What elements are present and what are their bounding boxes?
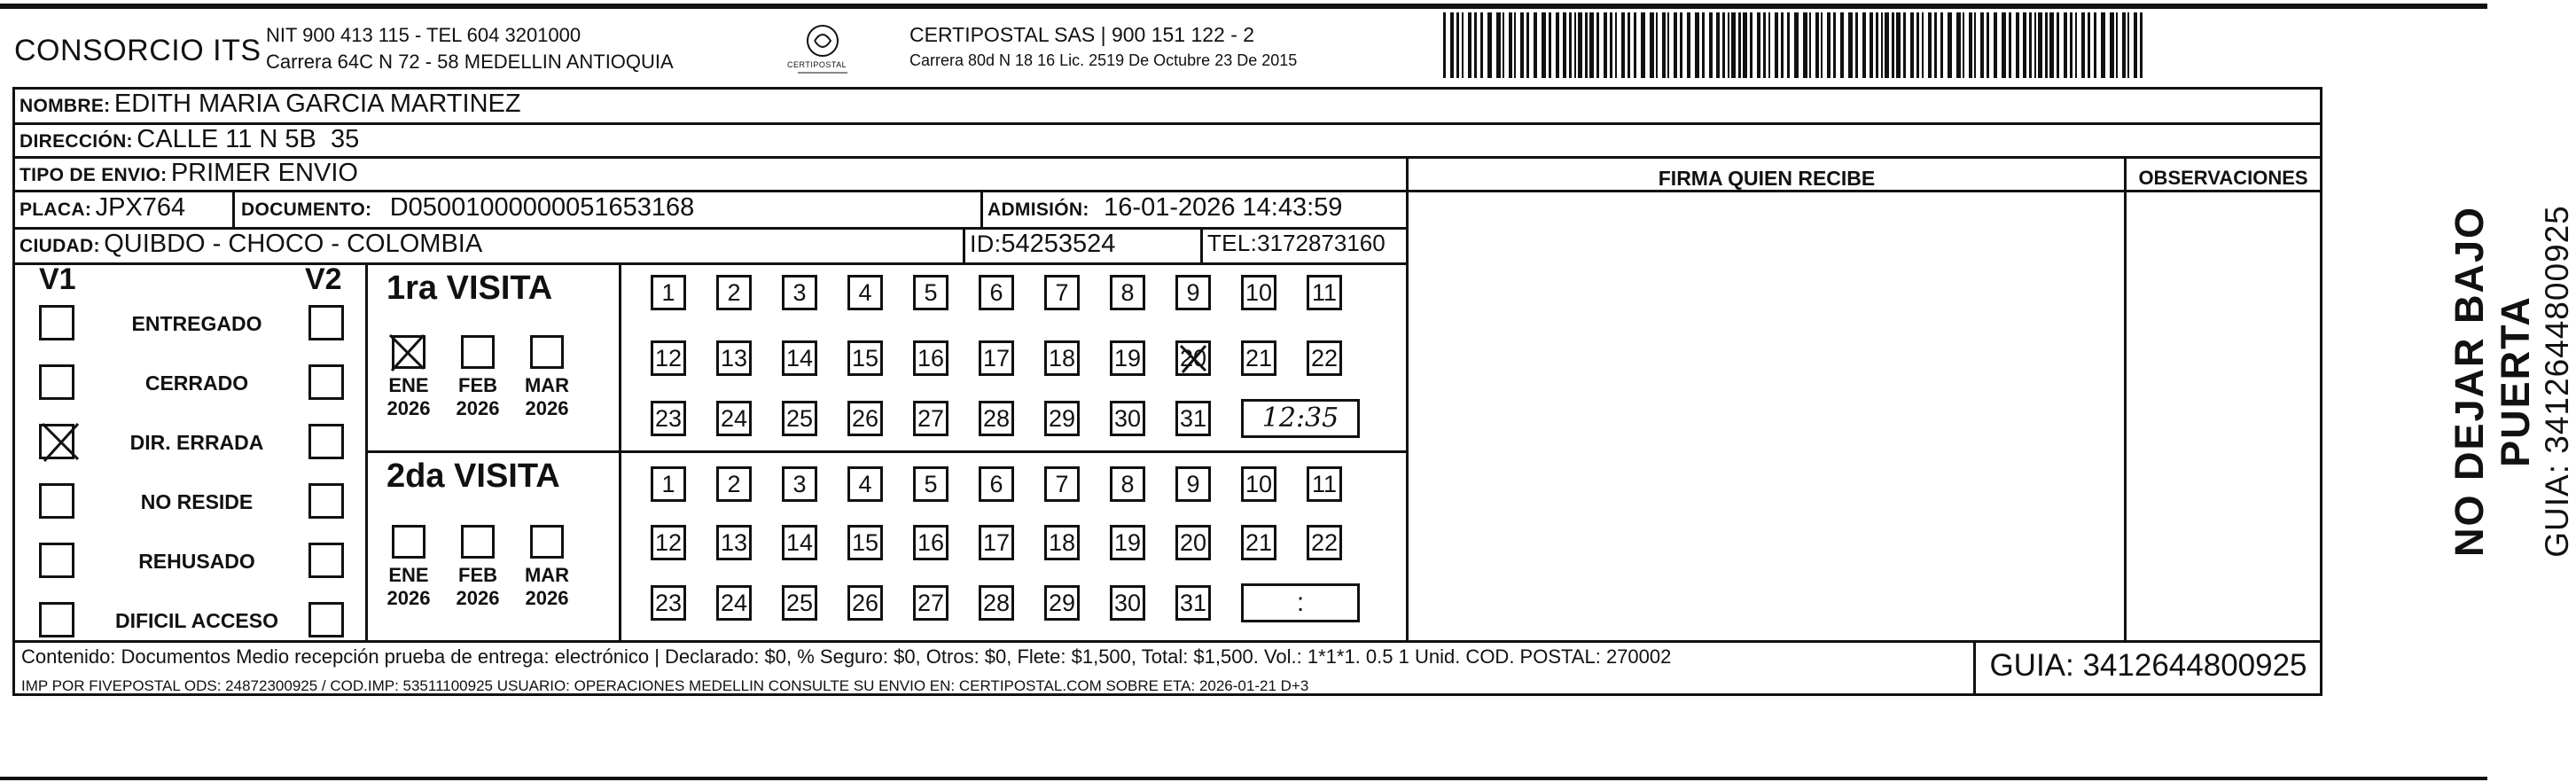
id-label: ID: — [970, 231, 1002, 257]
day-box: 16 — [913, 340, 948, 376]
day-box: 10 — [1241, 275, 1276, 310]
day-box: 20 — [1175, 525, 1211, 560]
day-box: 9 — [1175, 466, 1211, 502]
day-box: 22 — [1307, 340, 1342, 376]
status-label: CERRADO — [144, 371, 249, 395]
day-box: 8 — [1110, 466, 1145, 502]
bottom-border-stroke — [0, 777, 2487, 780]
day-box: 21 — [1241, 340, 1276, 376]
side-vertical-text — [2447, 115, 2575, 647]
day-box: 14 — [782, 340, 817, 376]
barcode — [1443, 12, 2151, 78]
day-box: 23 — [651, 401, 686, 436]
month-year: 2026 — [525, 587, 569, 609]
day-box: 5 — [913, 466, 948, 502]
direccion-label: DIRECCIÓN: — [20, 131, 133, 152]
month-year: 2026 — [386, 587, 431, 609]
day-box: 21 — [1241, 525, 1276, 560]
nombre-value: EDITH MARIA GARCIA MARTINEZ — [113, 90, 521, 118]
divider-firma — [1406, 156, 1409, 640]
second-visit-title: 2da VISITA — [386, 457, 560, 495]
documento-value: D05001000000051653168 — [389, 193, 695, 222]
day-box: 12 — [651, 525, 686, 560]
status-v1-checkbox — [39, 483, 74, 519]
logo-text: CERTIPOSTAL — [787, 60, 847, 69]
placa-label: PLACA: — [20, 199, 92, 220]
day-box: 14 — [782, 525, 817, 560]
placa-field — [20, 193, 185, 223]
month-label: ENE — [388, 374, 429, 396]
day-box: 7 — [1044, 275, 1080, 310]
day-box: 15 — [847, 525, 883, 560]
day-box: 31 — [1175, 585, 1211, 621]
day-box: 25 — [782, 585, 817, 621]
admision-label: ADMISIÓN: — [987, 199, 1089, 220]
day-box: 7 — [1044, 466, 1080, 502]
day-box: 4 — [847, 466, 883, 502]
first-visit-title: 1ra VISITA — [386, 270, 553, 307]
day-box: 13 — [716, 340, 752, 376]
day-box: 6 — [979, 275, 1014, 310]
admision-field — [987, 193, 1342, 223]
day-box: 11 — [1307, 275, 1342, 310]
side-guia: GUIA: 3412644800925 — [2539, 205, 2575, 558]
documento-field — [241, 193, 694, 223]
documento-label: DOCUMENTO: — [241, 199, 372, 220]
day-box: 19 — [1110, 525, 1145, 560]
day-box: 18 — [1044, 340, 1080, 376]
day-box: 4 — [847, 275, 883, 310]
carrier-name: CERTIPOSTAL SAS | 900 151 122 - 2 — [909, 23, 1255, 46]
id-field — [970, 230, 1115, 259]
day-box: 20 — [1175, 340, 1211, 376]
company-name: CONSORCIO ITS — [14, 34, 262, 67]
row-line-5 — [12, 262, 1408, 265]
guia-number: GUIA: 3412644800925 — [1973, 640, 2321, 693]
frame-right — [2320, 87, 2322, 696]
time-field: : — [1241, 583, 1360, 622]
day-box: 26 — [847, 401, 883, 436]
observaciones-label: OBSERVACIONES — [2138, 167, 2308, 189]
status-label: NO RESIDE — [140, 490, 254, 513]
day-box: 17 — [979, 340, 1014, 376]
day-mark — [1177, 342, 1209, 374]
day-box: 28 — [979, 401, 1014, 436]
id-value: 54253524 — [1001, 230, 1116, 258]
footer-content-line: Contenido: Documentos Medio recepción prueba de entrega: electrónico | Declarado: $0, % Seguro: $0, Otros: $0, Flete: $1,500, Total: $1,500. Vol.: 1*1*1. 0.5 1 Unid. COD. POSTAL: 270002 — [21, 645, 1672, 668]
status-v2-checkbox — [308, 543, 344, 578]
company-nit: NIT 900 413 115 - TEL 604 3201000 — [266, 24, 582, 46]
month-label: MAR — [524, 564, 570, 586]
status-v1-check-mark — [39, 420, 82, 463]
status-v2-checkbox — [308, 305, 344, 340]
day-box: 26 — [847, 585, 883, 621]
side-warning: NO DEJAR BAJO PUERTA — [2447, 205, 2538, 558]
status-v2-checkbox — [308, 602, 344, 637]
day-box: 29 — [1044, 585, 1080, 621]
carrier-address: Carrera 80d N 18 16 Lic. 2519 De Octubre 23 De 2015 — [909, 51, 1298, 69]
v2-label: V2 — [305, 262, 342, 296]
day-box: 11 — [1307, 466, 1342, 502]
month-year: 2026 — [456, 587, 500, 609]
day-box: 1 — [651, 466, 686, 502]
top-border-stroke — [0, 4, 2487, 9]
day-box: 2 — [716, 466, 752, 502]
day-box: 8 — [1110, 275, 1145, 310]
month-checkbox — [461, 335, 495, 369]
status-v1-checkbox — [39, 602, 74, 637]
v1-label: V1 — [39, 262, 76, 296]
month-label: FEB — [458, 374, 497, 396]
tipo-label: TIPO DE ENVIO: — [20, 165, 168, 185]
ciudad-value: QUIBDO - CHOCO - COLOMBIA — [104, 230, 483, 258]
status-v2-checkbox — [308, 424, 344, 459]
day-box: 24 — [716, 585, 752, 621]
day-box: 30 — [1110, 401, 1145, 436]
tipo-field — [20, 159, 358, 188]
day-box: 9 — [1175, 275, 1211, 310]
status-v1-checkbox — [39, 543, 74, 578]
admision-value: 16-01-2026 14:43:59 — [1104, 193, 1343, 222]
month-check-mark — [386, 332, 427, 372]
month-label: MAR — [524, 374, 570, 396]
ciudad-label: CIUDAD: — [20, 236, 100, 256]
day-box: 16 — [913, 525, 948, 560]
day-box: 29 — [1044, 401, 1080, 436]
status-label: ENTREGADO — [131, 312, 262, 335]
day-box: 28 — [979, 585, 1014, 621]
status-label: DIR. ERRADA — [129, 431, 264, 454]
day-box: 3 — [782, 466, 817, 502]
tel-field — [1207, 230, 1386, 257]
month-label: FEB — [458, 564, 497, 586]
direccion-value: CALLE 11 N 5B 35 — [137, 125, 360, 153]
status-v2-checkbox — [308, 364, 344, 400]
day-box: 27 — [913, 401, 948, 436]
tel-label: TEL: — [1207, 230, 1258, 256]
month-year: 2026 — [456, 397, 500, 419]
day-box: 17 — [979, 525, 1014, 560]
divider-placa-doc — [232, 190, 235, 227]
divider-visit1-visit2 — [365, 450, 1408, 453]
row-line-2 — [12, 156, 2322, 159]
tel-value: 3172873160 — [1257, 230, 1386, 256]
day-box: 15 — [847, 340, 883, 376]
day-box: 12 — [651, 340, 686, 376]
status-label: REHUSADO — [138, 550, 255, 573]
status-v2-checkbox — [308, 483, 344, 519]
day-box: 27 — [913, 585, 948, 621]
divider-obs — [2124, 156, 2127, 640]
nombre-label: NOMBRE: — [20, 96, 111, 116]
nombre-field — [20, 90, 521, 119]
divider-id-tel — [1200, 227, 1203, 262]
direccion-field — [20, 125, 359, 154]
status-v1-checkbox — [39, 364, 74, 400]
status-v1-checkbox — [39, 305, 74, 340]
ciudad-field — [20, 230, 482, 259]
placa-value: JPX764 — [95, 193, 186, 222]
day-box: 10 — [1241, 466, 1276, 502]
frame-left — [12, 87, 15, 696]
month-checkbox — [392, 525, 425, 559]
day-box: 13 — [716, 525, 752, 560]
day-box: 22 — [1307, 525, 1342, 560]
day-box: 1 — [651, 275, 686, 310]
month-year: 2026 — [386, 397, 431, 419]
day-box: 5 — [913, 275, 948, 310]
month-checkbox — [530, 525, 564, 559]
month-year: 2026 — [525, 397, 569, 419]
day-box: 3 — [782, 275, 817, 310]
day-box: 24 — [716, 401, 752, 436]
day-box: 18 — [1044, 525, 1080, 560]
company-address: Carrera 64C N 72 - 58 MEDELLIN ANTIOQUIA — [266, 51, 674, 73]
divider-ciudad-id — [963, 227, 965, 262]
tipo-value: PRIMER ENVIO — [170, 159, 358, 187]
divider-doc-admision — [980, 190, 983, 227]
day-box: 19 — [1110, 340, 1145, 376]
day-box: 31 — [1175, 401, 1211, 436]
certipostal-logo — [791, 21, 855, 80]
day-box: 23 — [651, 585, 686, 621]
status-label: DIFICIL ACCESO — [114, 609, 278, 632]
day-box: 25 — [782, 401, 817, 436]
month-checkbox — [530, 335, 564, 369]
month-label: ENE — [388, 564, 429, 586]
month-checkbox — [461, 525, 495, 559]
day-box: 6 — [979, 466, 1014, 502]
day-box: 2 — [716, 275, 752, 310]
day-box: 30 — [1110, 585, 1145, 621]
firma-label: FIRMA QUIEN RECIBE — [1658, 167, 1876, 190]
footer-print-line: IMP POR FIVEPOSTAL ODS: 24872300925 / COD.IMP: 53511100925 USUARIO: OPERACIONES MEDELLIN CONSULTE SU ENVIO EN: CERTIPOSTAL.COM SOBRE ETA: 2026-01-21 D+3 — [21, 677, 1309, 694]
handwritten-time: 12:35 — [1241, 399, 1360, 438]
